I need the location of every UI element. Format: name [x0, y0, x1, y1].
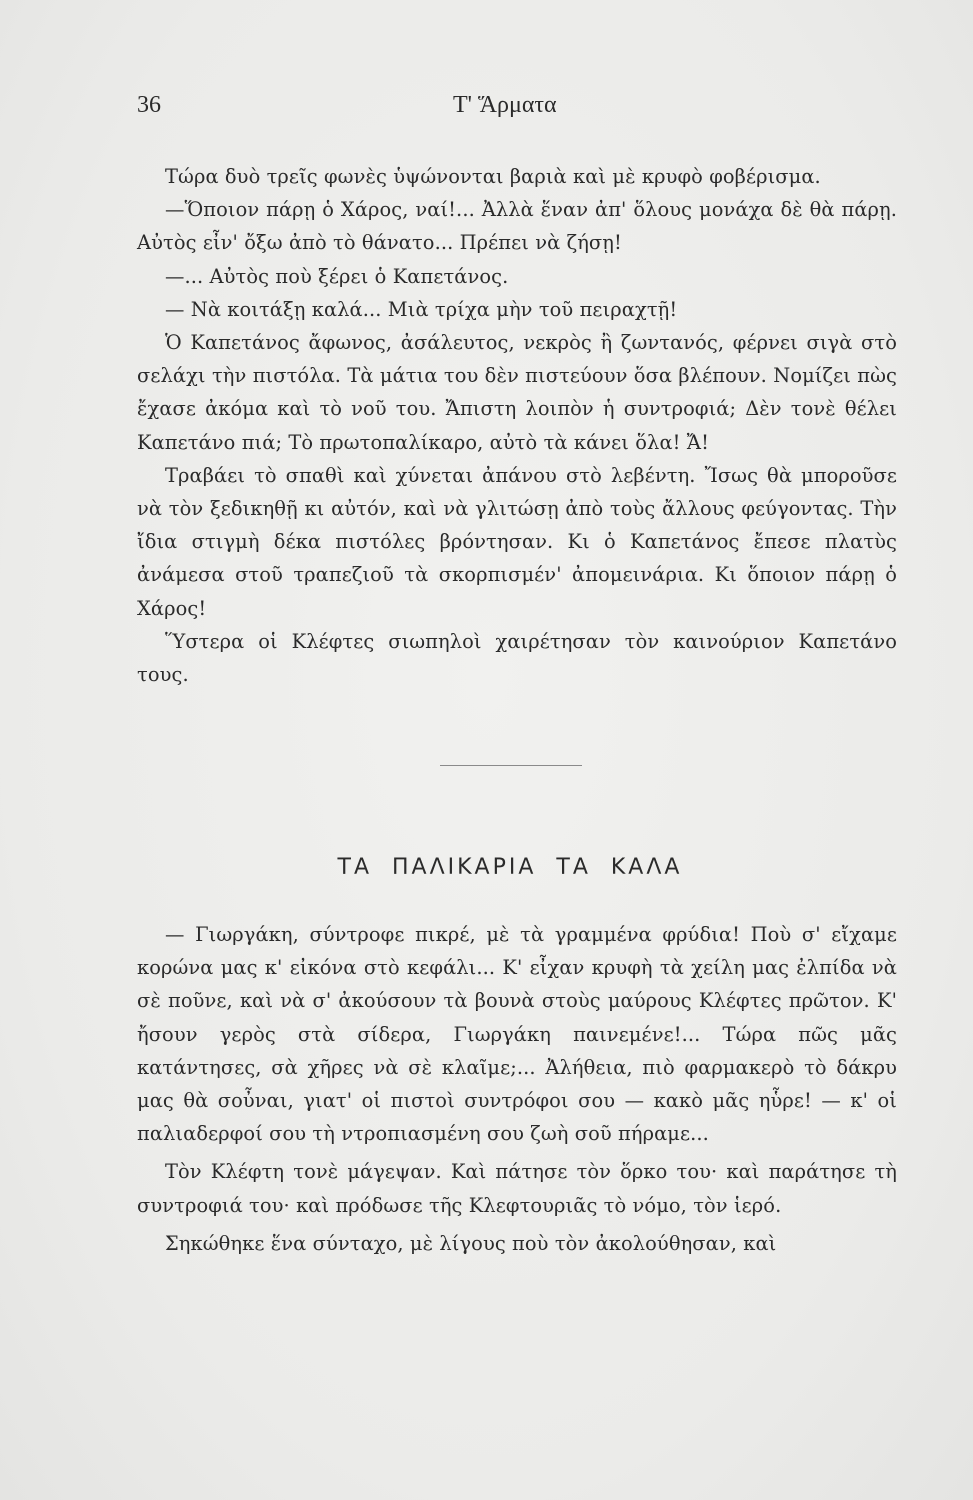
section-divider: [440, 765, 582, 766]
paragraph: Τραβάει τὸ σπαθὶ καὶ χύνεται ἀπάνου στὸ λεβέντη. Ἴσως θὰ μποροῦσε νὰ τὸν ξεδικηθῇ κι αὐτόν, καὶ νὰ γλιτώσῃ ἀπὸ τοὺς ἄλλους φεύγοντας. Τὴν ἴδια στιγμὴ δέκα πιστόλες βρόντησαν. Κι ὁ Καπετάνος ἔπεσε πλατὺς ἀνάμεσα στοῦ τραπεζιοῦ τὰ σκορπισμέν' ἀπομεινάρια. Κι ὅποιον πάρῃ ὁ Χάρος!: [137, 463, 897, 620]
paragraph: Ὕστερα οἱ Κλέφτες σιωπηλοὶ χαιρέτησαν τὸν καινούριον Καπετάνο τους.: [137, 629, 897, 687]
paragraph: Ὁ Καπετάνος ἄφωνος, ἀσάλευτος, νεκρὸς ἢ ζωντανός, φέρνει σιγὰ στὸ σελάχι τὴν πιστόλα. Τὰ μάτια του δὲν πιστεύουν ὅσα βλέπουν. Νομίζει πὼς ἔχασε ἀκόμα καὶ τὸ νοῦ του. Ἄπιστη λοιπὸν ἡ συντροφιά; Δὲν τονὲ θέλει Καπετάνο πιά; Τὸ πρωτοπαλίκαρο, αὐτὸ τὰ κάνει ὅλα! Ἄ!: [137, 331, 897, 454]
section-heading: ΤΑ ΠΑΛΙΚΑΡΙΑ ΤΑ ΚΑΛΑ: [337, 855, 683, 880]
paragraph: Τώρα δυὸ τρεῖς φωνὲς ὑψώνονται βαριὰ καὶ μὲ κρυφὸ φοβέρισμα.: [165, 165, 821, 188]
page-number: 36: [137, 92, 161, 118]
paragraph: — Νὰ κοιτάξῃ καλά... Μιὰ τρίχα μὴν τοῦ πειραχτῇ!: [165, 297, 678, 321]
paragraph: Τὸν Κλέφτη τονὲ μάγεψαν. Καὶ πάτησε τὸν ὅρκο του· καὶ παράτησε τὴ συντροφιά του· καὶ πρόδωσε τῆς Κλεφτουριᾶς τὸ νόμο, τὸν ἱερό.: [137, 1160, 897, 1217]
story-ending: [137, 160, 897, 691]
story-start: [137, 918, 897, 1260]
paragraph: — Γιωργάκη, σύντροφε πικρέ, μὲ τὰ γραμμένα φρύδια! Ποὺ σ' εἴχαμε κορώνα μας κ' εἰκόνα στὸ κεφάλι... Κ' εἶχαν κρυφὴ τὰ χείλη μας ἐλπίδα νὰ σὲ ποῦνε, καὶ νὰ σ' ἀκούσουν τὰ βουνὰ στοὺς μαύρους Κλέφτες πρῶτον. Κ' ἤσουν γερὸς στὰ σίδερα, Γιωργάκη παινεμένε!... Τώρα πῶς μᾶς κατάντησες, σὰ χῆρες νὰ σὲ κλαῖμε;... Ἀλήθεια, πιὸ φαρμακερὸ τὸ δάκρυ μας θὰ σοὖναι, γιατ' οἱ πιστοὶ συντρόφοι σου — κακὸ μᾶς ηὗρε! — κ' οἱ παλιαδερφοί σου τὴ ντροπιασμένη σου ζωὴ σοῦ πήραμε...: [137, 923, 897, 1146]
page-header: [137, 92, 897, 132]
paragraph: —... Αὐτὸς ποὺ ξέρει ὁ Καπετάνος.: [165, 264, 509, 288]
paragraph: —Ὅποιον πάρῃ ὁ Χάρος, ναί!... Ἀλλὰ ἕναν ἀπ' ὅλους μονάχα δὲ θὰ πάρῃ. Αὐτὸς εἶν' ὄξω ἀπὸ τὸ θάνατο... Πρέπει νὰ ζήσῃ!: [137, 198, 897, 255]
paragraph: Σηκώθηκε ἕνα σύνταχο, μὲ λίγους ποὺ τὸν ἀκολούθησαν, καὶ: [165, 1231, 777, 1255]
running-title: Τ' Ἅρματα: [453, 92, 557, 118]
